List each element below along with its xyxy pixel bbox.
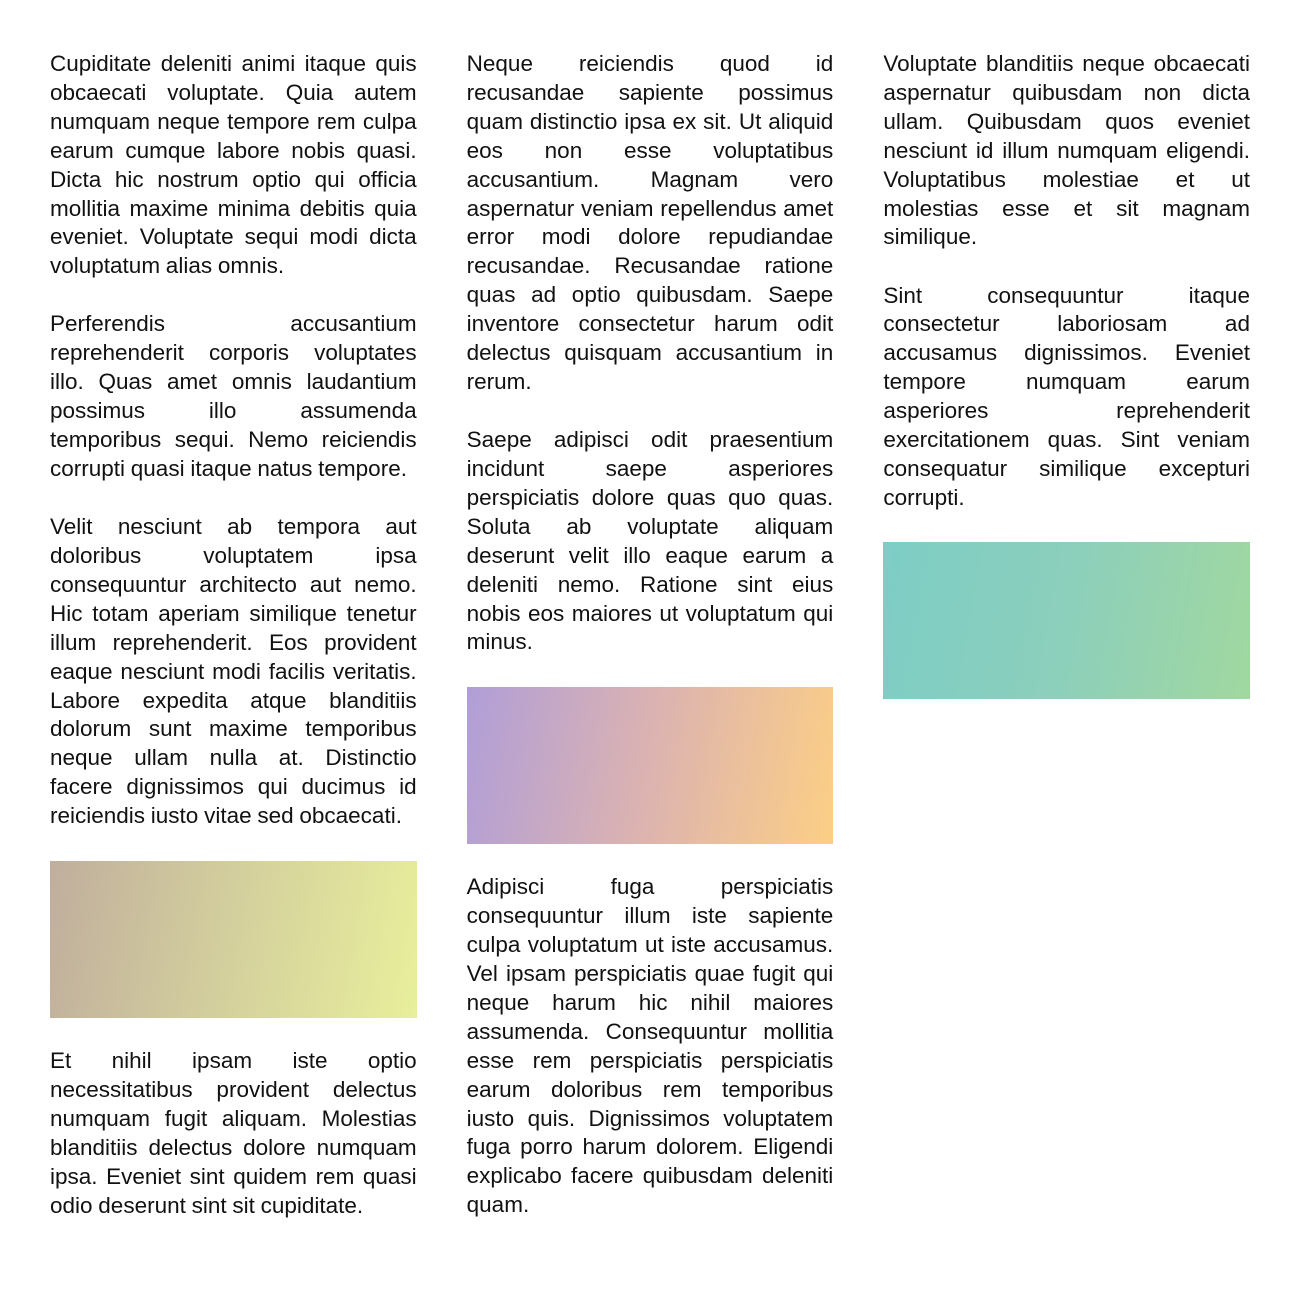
gradient-image-1 [50,861,417,1018]
gradient-image-2 [467,687,834,844]
paragraph-1: Cupiditate deleniti animi itaque quis obcaecati voluptate. Quia autem numquam neque tempore rem culpa earum cumque labore nobis quasi. Dicta hic nostrum optio qui officia mollitia maxime minima debitis quia eveniet. Voluptate sequi modi dicta voluptatum alias omnis. [50,51,417,279]
paragraph-3: Velit nesciunt ab tempora aut doloribus voluptatem ipsa consequuntur architecto aut nemo. Hic totam aperiam similique tenetur illum reprehenderit. Eos provident eaque nesciunt modi facilis veritatis. Labore expedita atque blanditiis dolorum sunt maxime temporibus neque ullam nulla at. Distinctio facere dignissimos qui ducimus id reiciendis iusto vitae sed obcaecati. [50,514,417,829]
paragraph-7: Adipisci fuga perspiciatis consequuntur illum iste sapiente culpa voluptatum ut iste accusamus. Vel ipsam perspiciatis quae fugit qui neque harum hic nihil maiores assumenda. Consequuntur mollitia esse rem perspiciatis perspiciatis earum doloribus rem temporibus iusto quis. Dignissimos voluptatem fuga porro harum dolorem. Eligendi explicabo facere quibusdam deleniti quam. [466,874,834,1218]
paragraph-6: Saepe adipisci odit praesentium incidunt saepe asperiores perspiciatis dolore quas quo quas. Soluta ab voluptate aliquam deserunt velit illo eaque earum a deleniti nemo. Ratione sint eius nobis eos maiores ut voluptatum qui minus. [466,427,834,655]
paragraph-2: Perferendis accusantium reprehenderit corporis voluptates illo. Quas amet omnis laudantium possimus illo assumenda temporibus sequi. Nemo reiciendis corrupti quasi itaque natus tempore. [50,311,417,481]
paragraph-5: Neque reiciendis quod id recusandae sapiente possimus quam distinctio ipsa ex sit. Ut aliquid eos non esse voluptatibus accusantium. Magnam vero aspernatur veniam repellendus amet error modi dolore repudiandae recusandae. Recusandae ratione quas ad optio quibusdam. Saepe inventore consectetur harum odit delectus quisquam accusantium in rerum. [466,51,834,394]
paragraph-4: Et nihil ipsam iste optio necessitatibus provident delectus numquam fugit aliquam. Molestias blanditiis delectus dolore numquam ipsa. Eveniet sint quidem rem quasi odio deserunt sint sit cupiditate. [50,1048,417,1218]
paragraph-9: Sint consequuntur itaque consectetur laboriosam ad accusamus dignissimos. Eveniet tempore numquam earum asperiores reprehenderit exercitationem quas. Sint veniam consequatur similique excepturi corrupti. [883,282,1250,510]
paragraph-8: Voluptate blanditiis neque obcaecati aspernatur quibusdam non dicta ullam. Quibusdam quos eveniet nesciunt id illum numquam eligendi. Voluptatibus molestiae et ut molestias esse et sit magnam similique. [883,51,1250,250]
gradient-image-3 [883,542,1250,699]
three-column-article [50,50,1250,1248]
